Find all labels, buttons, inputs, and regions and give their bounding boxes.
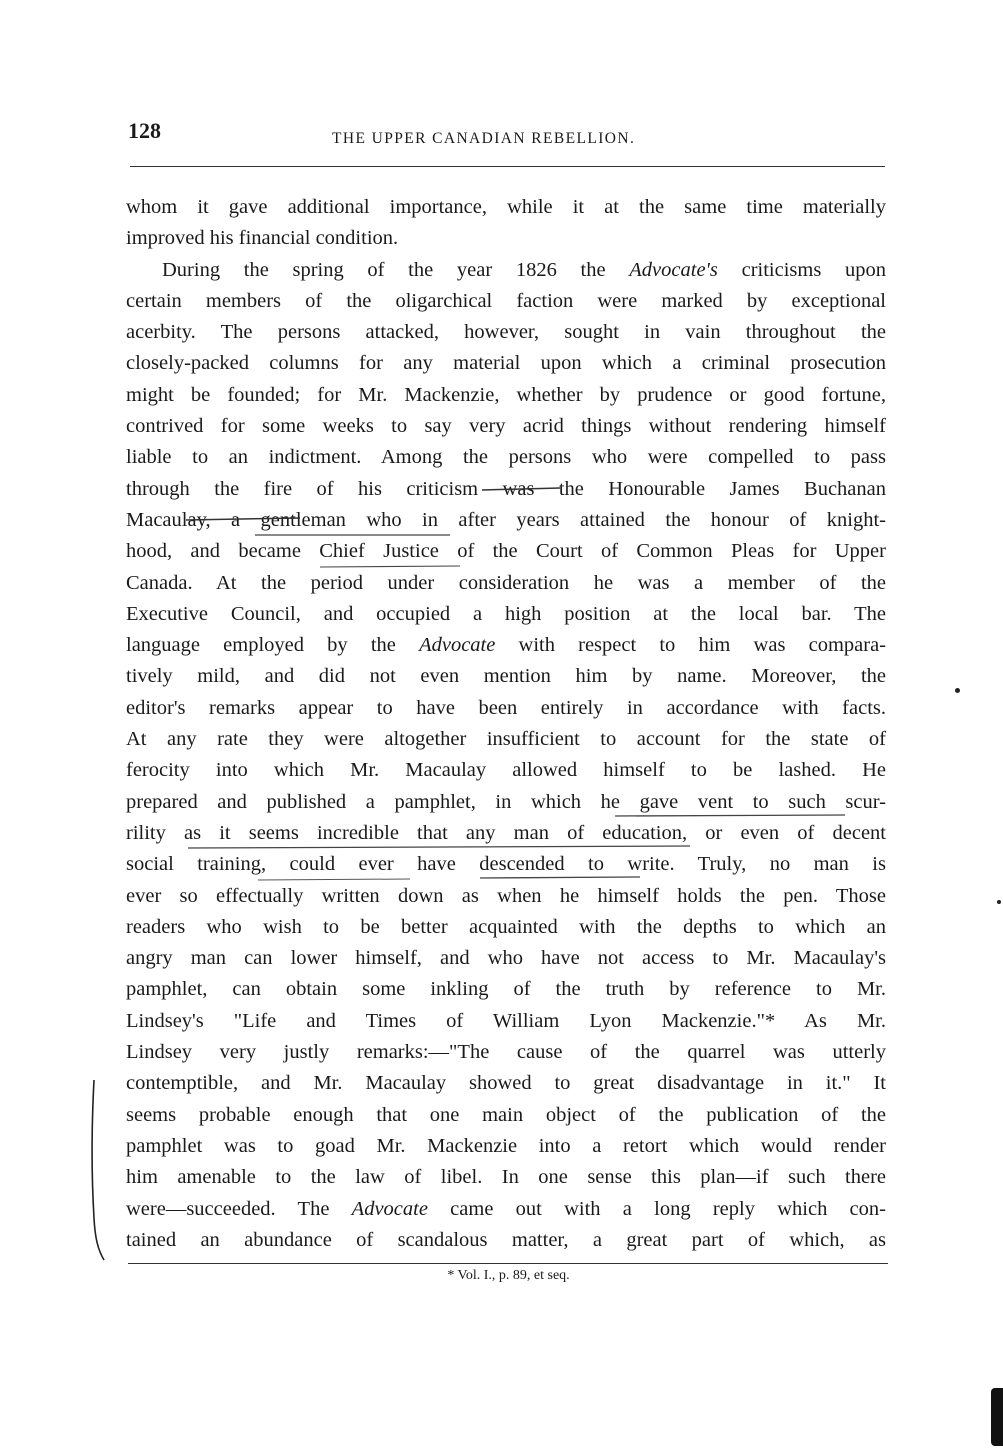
italic-title: Advocate's [629,258,718,281]
margin-dot-mark [955,688,960,693]
body-text [126,192,886,1256]
text-line: pamphlet was to goad Mr. Mackenzie into a retort which would render [126,1134,886,1157]
footnote-rule [128,1263,888,1264]
text-line: seems probable enough that one main object of the publication of the [126,1103,886,1126]
text-line: language employed by the Advocate with respect to him was compara- [126,634,886,657]
text-line: prepared and published a pamphlet, in which he gave vent to such scur- [126,790,886,813]
text-line: contemptible, and Mr. Macaulay showed to great disadvantage in it." It [126,1072,886,1095]
text-line: might be founded; for Mr. Mackenzie, whether by prudence or good fortune, [126,383,886,406]
text-line: liable to an indictment. Among the persons who were compelled to pass [126,446,886,469]
text-line: acerbity. The persons attacked, however, sought in vain throughout the [126,321,886,344]
text-line: through the fire of his criticism was the Honourable James Buchanan [126,477,886,500]
text-line: Executive Council, and occupied a high position at the local bar. The [126,602,886,625]
text-line: improved his financial condition. [126,227,399,250]
text-line: During the spring of the year 1826 the Advocate's criticisms upon [162,258,886,281]
page-number: 128 [128,118,161,143]
text-line: Lindsey very justly remarks:—"The cause of the quarrel was utterly [126,1041,886,1064]
text-line: whom it gave additional importance, while it at the same time materially [126,196,886,218]
text-line: ever so effectually written down as when he himself holds the pen. Those [126,884,886,907]
text-line: him amenable to the law of libel. In one sense this plan—if such there [126,1166,886,1189]
italic-title: Advocate [351,1197,428,1220]
text-line: tively mild, and did not even mention him by name. Moreover, the [126,665,886,688]
text-line: social training, could ever have descended to write. Truly, no man is [126,853,886,876]
text-line: hood, and became Chief Justice of the Court of Common Pleas for Upper [126,540,886,563]
margin-dot-mark [997,900,1001,904]
header-rule [130,166,885,167]
text-line: were—succeeded. The Advocate came out with a long reply which con- [126,1197,886,1220]
text-line: angry man can lower himself, and who have not access to Mr. Macaulay's [126,947,886,970]
text-line: closely-packed columns for any material upon which a criminal prosecution [126,352,886,375]
footnote-text: * Vol. I., p. 89, et seq. [447,1268,570,1283]
text-line: tained an abundance of scandalous matter, a great part of which, as [126,1228,886,1251]
text-line: Lindsey's "Life and Times of William Lyon Mackenzie."* As Mr. [126,1009,886,1032]
running-title: THE UPPER CANADIAN REBELLION. [332,130,636,147]
text-line: editor's remarks appear to have been entirely in accordance with facts. [126,696,886,719]
margin-bracket-mark [88,1078,108,1263]
text-line: readers who wish to be better acquainted with the depths to which an [126,915,886,938]
text-line: pamphlet, can obtain some inkling of the truth by reference to Mr. [126,978,886,1001]
text-line: rility as it seems incredible that any man of education, or even of decent [126,821,886,844]
text-line: Macaulay, a gentleman who in after years attained the honour of knight- [126,508,886,531]
footnote [0,1268,1003,1284]
text-line: At any rate they were altogether insufficient to account for the state of [126,728,886,751]
text-line: contrived for some weeks to say very acrid things without rendering himself [126,415,886,438]
text-line: ferocity into which Mr. Macaulay allowed himself to be lashed. He [126,759,886,782]
italic-title: Advocate [419,634,496,657]
text-line: certain members of the oligarchical faction were marked by exceptional [126,289,886,312]
page-edge-mark [991,1388,1003,1446]
text-line: Canada. At the period under consideration he was a member of the [126,571,886,594]
